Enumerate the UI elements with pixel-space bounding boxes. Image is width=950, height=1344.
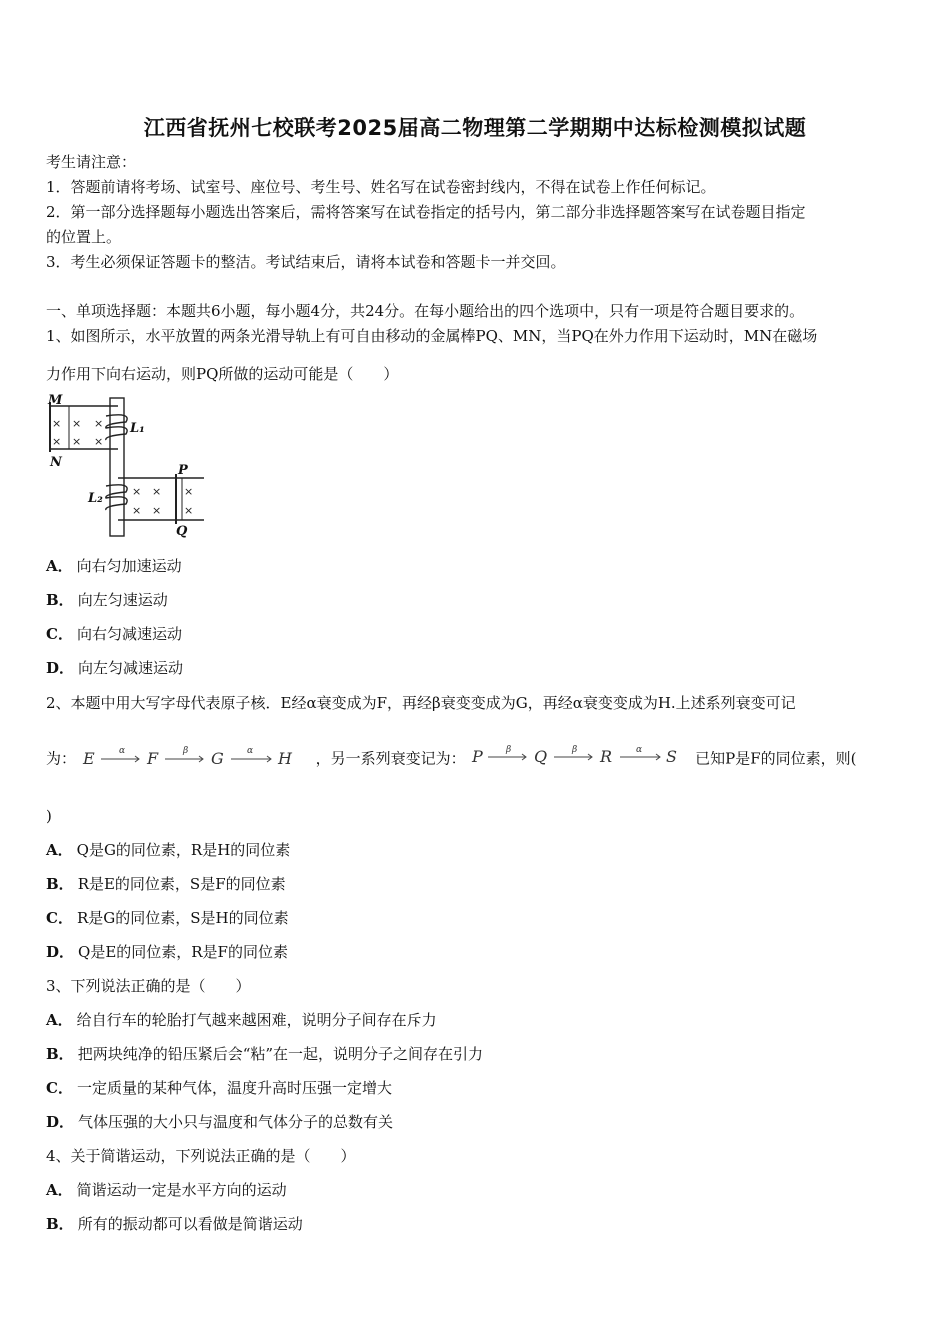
q3-option-d: D． 气体压强的大小只与温度和气体分子的总数有关 (46, 1113, 394, 1131)
q4-option-a: A． 简谐运动一定是水平方向的运动 (46, 1181, 287, 1199)
cross-mark: × (132, 485, 142, 498)
q1-stem-line2: 力作用下向右运动，则PQ所做的运动可能是（ ） (46, 365, 399, 383)
q3-option-c: C． 一定质量的某种气体，温度升高时压强一定增大 (46, 1079, 392, 1097)
q1-option-a: A． 向右匀加速运动 (46, 557, 182, 575)
q4-option-b: B． 所有的振动都可以看做是简谐运动 (46, 1215, 303, 1233)
chain1-e: E (82, 749, 95, 768)
notice-item-2-cont: 的位置上。 (46, 228, 122, 246)
chain1-h: H (277, 749, 292, 768)
q3-option-b: B． 把两块纯净的铅压紧后会“粘”在一起，说明分子之间存在引力 (46, 1045, 484, 1063)
chain1-f: F (146, 749, 158, 768)
decay-chain-2 (470, 744, 690, 772)
chain1-g: G (210, 749, 224, 768)
q3-option-a: A． 给自行车的轮胎打气越来越困难，说明分子间存在斥力 (46, 1011, 437, 1029)
cross-mark: × (94, 417, 104, 430)
q1-circuit-figure (44, 394, 214, 539)
q2-option-d: D． Q是E的同位素，R是F的同位素 (46, 943, 288, 961)
decay-chain-1 (81, 744, 311, 772)
chain1-alpha: α (118, 746, 125, 756)
q2-stem-line1: 2、本题中用大写字母代表原子核．E经α衰变成为F，再经β衰变变成为G，再经α衰变变成为H.上述系列衰变可记 (46, 694, 796, 712)
chain2-r: R (600, 747, 613, 766)
cross-mark: × (152, 485, 162, 498)
q2-prefix: 为： (46, 749, 77, 768)
q2-option-a: A． Q是G的同位素，R是H的同位素 (46, 841, 291, 859)
notice-item-3: 3．考生必须保证答题卡的整洁。考试结束后，请将本试卷和答题卡一并交回。 (46, 253, 566, 271)
section-heading: 一、单项选择题：本题共6小题，每小题4分，共24分。在每小题给出的四个选项中，只有一项是符合题目要求的。 (46, 302, 805, 320)
cross-mark: × (72, 417, 82, 430)
label-m: M (48, 394, 63, 408)
q2-suffix: 已知P是F的同位素，则( (695, 749, 857, 768)
exam-title: 江西省抚州七校联考2025届高二物理第二学期期中达标检测模拟试题 (143, 116, 807, 140)
q2-close: ) (46, 807, 52, 825)
q3-stem: 3、下列说法正确的是（ ） (46, 977, 251, 995)
cross-mark: × (152, 504, 162, 517)
label-l1: L₁ (130, 421, 145, 436)
cross-mark: × (132, 504, 142, 517)
chain2-s: S (666, 747, 678, 766)
q1-option-b: B． 向左匀速运动 (46, 591, 168, 609)
q1-stem-line1: 1、如图所示，水平放置的两条光滑导轨上有可自由移动的金属棒PQ、MN，当PQ在外力作用下运动时，MN在磁场 (46, 327, 818, 345)
label-q: Q (176, 524, 188, 539)
chain2-beta: β (506, 745, 512, 755)
cross-mark: × (184, 504, 194, 517)
label-l2: L₂ (88, 491, 103, 506)
chain2-q: Q (534, 747, 548, 766)
cross-mark: × (184, 485, 194, 498)
cross-mark: × (72, 435, 82, 448)
cross-mark: × (52, 435, 62, 448)
cross-mark: × (94, 435, 104, 448)
chain2-beta-2: β (572, 745, 578, 755)
q1-option-d: D． 向左匀减速运动 (46, 659, 184, 677)
chain2-p: P (472, 747, 484, 766)
chain1-alpha-2: α (246, 746, 253, 756)
q2-decay-line (46, 744, 857, 774)
chain1-beta: β (182, 746, 188, 756)
chain2-alpha: α (636, 745, 643, 755)
notice-heading: 考生请注意： (46, 153, 137, 171)
label-p: P (178, 463, 188, 478)
label-n: N (50, 455, 62, 470)
notice-item-2: 2．第一部分选择题每小题选出答案后，需将答案写在试卷指定的括号内，第二部分非选择题答案写在试卷题目指定 (46, 203, 806, 221)
q4-stem: 4、关于简谐运动，下列说法正确的是（ ） (46, 1147, 356, 1165)
q2-middle: ，另一系列衰变记为： (315, 749, 466, 768)
q1-option-c: C． 向右匀减速运动 (46, 625, 182, 643)
cross-mark: × (52, 417, 62, 430)
notice-item-1: 1．答题前请将考场、试室号、座位号、考生号、姓名写在试卷密封线内，不得在试卷上作任何标记。 (46, 178, 716, 196)
q2-option-c: C． R是G的同位素，S是H的同位素 (46, 909, 289, 927)
q2-option-b: B． R是E的同位素，S是F的同位素 (46, 875, 286, 893)
